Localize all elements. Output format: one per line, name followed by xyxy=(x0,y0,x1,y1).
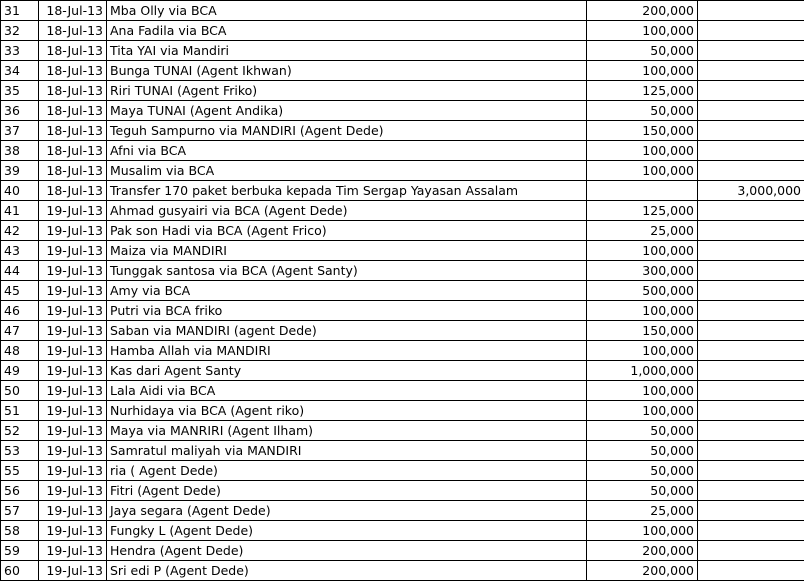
amount-out-cell[interactable] xyxy=(698,321,804,341)
table-row xyxy=(1,121,804,141)
amount-in-cell[interactable]: 100,000 xyxy=(587,521,698,541)
row-number-cell[interactable]: 59 xyxy=(1,541,39,561)
row-number-cell[interactable]: 51 xyxy=(1,401,39,421)
date-cell[interactable]: 18-Jul-13 xyxy=(39,121,107,141)
description-cell[interactable]: Putri via BCA friko xyxy=(107,301,587,321)
amount-in-cell[interactable]: 100,000 xyxy=(587,341,698,361)
table-row xyxy=(1,401,804,421)
description-cell[interactable]: Pak son Hadi via BCA (Agent Frico) xyxy=(107,221,587,241)
date-cell[interactable]: 19-Jul-13 xyxy=(39,201,107,221)
description-cell[interactable]: Amy via BCA xyxy=(107,281,587,301)
description-cell[interactable]: Lala Aidi via BCA xyxy=(107,381,587,401)
table-row xyxy=(1,101,804,121)
date-cell[interactable]: 19-Jul-13 xyxy=(39,561,107,581)
amount-in-cell[interactable]: 100,000 xyxy=(587,161,698,181)
table-row xyxy=(1,41,804,61)
row-number-cell[interactable]: 53 xyxy=(1,441,39,461)
row-number-cell[interactable]: 46 xyxy=(1,301,39,321)
row-number-cell[interactable]: 52 xyxy=(1,421,39,441)
row-number-cell[interactable]: 33 xyxy=(1,41,39,61)
amount-in-cell[interactable] xyxy=(587,181,698,201)
amount-in-cell[interactable]: 100,000 xyxy=(587,381,698,401)
amount-out-cell[interactable] xyxy=(698,501,804,521)
table-row xyxy=(1,281,804,301)
table-row xyxy=(1,381,804,401)
amount-in-cell[interactable]: 100,000 xyxy=(587,141,698,161)
row-number-cell[interactable]: 49 xyxy=(1,361,39,381)
row-number-cell[interactable]: 47 xyxy=(1,321,39,341)
row-number-cell[interactable]: 35 xyxy=(1,81,39,101)
description-cell[interactable]: Maya via MANRIRI (Agent Ilham) xyxy=(107,421,587,441)
date-cell[interactable]: 18-Jul-13 xyxy=(39,101,107,121)
table-row xyxy=(1,261,804,281)
row-number-cell[interactable]: 31 xyxy=(1,1,39,21)
amount-out-cell[interactable] xyxy=(698,161,804,181)
row-number-cell[interactable]: 56 xyxy=(1,481,39,501)
amount-out-cell[interactable] xyxy=(698,1,804,21)
amount-in-cell[interactable]: 150,000 xyxy=(587,321,698,341)
table-row xyxy=(1,141,804,161)
date-cell[interactable]: 18-Jul-13 xyxy=(39,61,107,81)
date-cell[interactable]: 18-Jul-13 xyxy=(39,161,107,181)
description-cell[interactable]: Musalim via BCA xyxy=(107,161,587,181)
amount-out-cell[interactable] xyxy=(698,401,804,421)
table-row xyxy=(1,481,804,501)
table-row xyxy=(1,441,804,461)
description-cell[interactable]: Afni via BCA xyxy=(107,141,587,161)
date-cell[interactable]: 19-Jul-13 xyxy=(39,441,107,461)
table-row xyxy=(1,501,804,521)
date-cell[interactable]: 19-Jul-13 xyxy=(39,501,107,521)
table-row xyxy=(1,341,804,361)
amount-out-cell[interactable] xyxy=(698,361,804,381)
date-cell[interactable]: 19-Jul-13 xyxy=(39,261,107,281)
table-row xyxy=(1,521,804,541)
table-row xyxy=(1,461,804,481)
amount-out-cell[interactable] xyxy=(698,41,804,61)
date-cell[interactable]: 19-Jul-13 xyxy=(39,361,107,381)
row-number-cell[interactable]: 38 xyxy=(1,141,39,161)
amount-in-cell[interactable]: 50,000 xyxy=(587,461,698,481)
date-cell[interactable]: 19-Jul-13 xyxy=(39,481,107,501)
amount-out-cell[interactable] xyxy=(698,21,804,41)
amount-in-cell[interactable]: 50,000 xyxy=(587,441,698,461)
amount-out-cell[interactable] xyxy=(698,561,804,581)
amount-in-cell[interactable]: 125,000 xyxy=(587,81,698,101)
description-cell[interactable]: Transfer 170 paket berbuka kepada Tim Sergap Yayasan Assalam xyxy=(107,181,587,201)
table-row xyxy=(1,1,804,21)
date-cell[interactable]: 19-Jul-13 xyxy=(39,281,107,301)
amount-in-cell[interactable]: 200,000 xyxy=(587,1,698,21)
date-cell[interactable]: 19-Jul-13 xyxy=(39,381,107,401)
amount-out-cell[interactable] xyxy=(698,81,804,101)
amount-out-cell[interactable] xyxy=(698,481,804,501)
amount-in-cell[interactable]: 200,000 xyxy=(587,561,698,581)
ledger-body xyxy=(1,1,804,581)
table-row xyxy=(1,221,804,241)
description-cell[interactable]: Tunggak santosa via BCA (Agent Santy) xyxy=(107,261,587,281)
date-cell[interactable]: 19-Jul-13 xyxy=(39,301,107,321)
table-row xyxy=(1,201,804,221)
row-number-cell[interactable]: 41 xyxy=(1,201,39,221)
amount-in-cell[interactable]: 50,000 xyxy=(587,481,698,501)
date-cell[interactable]: 18-Jul-13 xyxy=(39,141,107,161)
amount-in-cell[interactable]: 50,000 xyxy=(587,41,698,61)
row-number-cell[interactable]: 57 xyxy=(1,501,39,521)
amount-in-cell[interactable]: 100,000 xyxy=(587,21,698,41)
row-number-cell[interactable]: 50 xyxy=(1,381,39,401)
amount-in-cell[interactable]: 200,000 xyxy=(587,541,698,561)
date-cell[interactable]: 18-Jul-13 xyxy=(39,41,107,61)
description-cell[interactable]: Sri edi P (Agent Dede) xyxy=(107,561,587,581)
row-number-cell[interactable]: 55 xyxy=(1,461,39,481)
date-cell[interactable]: 19-Jul-13 xyxy=(39,521,107,541)
amount-out-cell[interactable] xyxy=(698,101,804,121)
description-cell[interactable]: Saban via MANDIRI (agent Dede) xyxy=(107,321,587,341)
amount-out-cell[interactable] xyxy=(698,221,804,241)
table-row xyxy=(1,301,804,321)
date-cell[interactable]: 19-Jul-13 xyxy=(39,421,107,441)
date-cell[interactable]: 19-Jul-13 xyxy=(39,341,107,361)
row-number-cell[interactable]: 42 xyxy=(1,221,39,241)
amount-out-cell[interactable] xyxy=(698,521,804,541)
description-cell[interactable]: Kas dari Agent Santy xyxy=(107,361,587,381)
date-cell[interactable]: 18-Jul-13 xyxy=(39,21,107,41)
row-number-cell[interactable]: 58 xyxy=(1,521,39,541)
description-cell[interactable]: Hendra (Agent Dede) xyxy=(107,541,587,561)
description-cell[interactable]: Tita YAI via Mandiri xyxy=(107,41,587,61)
amount-out-cell[interactable]: 3,000,000 xyxy=(698,181,804,201)
amount-out-cell[interactable] xyxy=(698,461,804,481)
date-cell[interactable]: 18-Jul-13 xyxy=(39,181,107,201)
amount-out-cell[interactable] xyxy=(698,121,804,141)
date-cell[interactable]: 19-Jul-13 xyxy=(39,221,107,241)
table-row xyxy=(1,81,804,101)
description-cell[interactable]: Nurhidaya via BCA (Agent riko) xyxy=(107,401,587,421)
description-cell[interactable]: Ahmad gusyairi via BCA (Agent Dede) xyxy=(107,201,587,221)
table-row xyxy=(1,161,804,181)
table-row xyxy=(1,61,804,81)
amount-in-cell[interactable]: 125,000 xyxy=(587,201,698,221)
amount-out-cell[interactable] xyxy=(698,301,804,321)
row-number-cell[interactable]: 36 xyxy=(1,101,39,121)
description-cell[interactable]: Riri TUNAI (Agent Friko) xyxy=(107,81,587,101)
table-row xyxy=(1,541,804,561)
description-cell[interactable]: Mba Olly via BCA xyxy=(107,1,587,21)
amount-in-cell[interactable]: 100,000 xyxy=(587,401,698,421)
table-row xyxy=(1,21,804,41)
description-cell[interactable]: Fitri (Agent Dede) xyxy=(107,481,587,501)
table-row xyxy=(1,181,804,201)
amount-in-cell[interactable]: 50,000 xyxy=(587,421,698,441)
row-number-cell[interactable]: 60 xyxy=(1,561,39,581)
table-row xyxy=(1,361,804,381)
amount-out-cell[interactable] xyxy=(698,141,804,161)
amount-in-cell[interactable]: 50,000 xyxy=(587,101,698,121)
table-row xyxy=(1,421,804,441)
amount-in-cell[interactable]: 150,000 xyxy=(587,121,698,141)
amount-in-cell[interactable]: 100,000 xyxy=(587,241,698,261)
amount-out-cell[interactable] xyxy=(698,441,804,461)
description-cell[interactable]: Maiza via MANDIRI xyxy=(107,241,587,261)
date-cell[interactable]: 19-Jul-13 xyxy=(39,461,107,481)
description-cell[interactable]: ria ( Agent Dede) xyxy=(107,461,587,481)
amount-out-cell[interactable] xyxy=(698,341,804,361)
date-cell[interactable]: 19-Jul-13 xyxy=(39,541,107,561)
description-cell[interactable]: Teguh Sampurno via MANDIRI (Agent Dede) xyxy=(107,121,587,141)
row-number-cell[interactable]: 40 xyxy=(1,181,39,201)
amount-in-cell[interactable]: 500,000 xyxy=(587,281,698,301)
amount-in-cell[interactable]: 100,000 xyxy=(587,61,698,81)
amount-in-cell[interactable]: 25,000 xyxy=(587,221,698,241)
amount-in-cell[interactable]: 1,000,000 xyxy=(587,361,698,381)
amount-in-cell[interactable]: 25,000 xyxy=(587,501,698,521)
amount-out-cell[interactable] xyxy=(698,281,804,301)
date-cell[interactable]: 19-Jul-13 xyxy=(39,321,107,341)
date-cell[interactable]: 18-Jul-13 xyxy=(39,81,107,101)
description-cell[interactable]: Fungky L (Agent Dede) xyxy=(107,521,587,541)
row-number-cell[interactable]: 37 xyxy=(1,121,39,141)
table-row xyxy=(1,241,804,261)
date-cell[interactable]: 18-Jul-13 xyxy=(39,1,107,21)
description-cell[interactable]: Jaya segara (Agent Dede) xyxy=(107,501,587,521)
date-cell[interactable]: 19-Jul-13 xyxy=(39,241,107,261)
row-number-cell[interactable]: 32 xyxy=(1,21,39,41)
amount-out-cell[interactable] xyxy=(698,541,804,561)
amount-out-cell[interactable] xyxy=(698,241,804,261)
amount-out-cell[interactable] xyxy=(698,421,804,441)
amount-out-cell[interactable] xyxy=(698,261,804,281)
description-cell[interactable]: Samratul maliyah via MANDIRI xyxy=(107,441,587,461)
row-number-cell[interactable]: 48 xyxy=(1,341,39,361)
row-number-cell[interactable]: 43 xyxy=(1,241,39,261)
description-cell[interactable]: Bunga TUNAI (Agent Ikhwan) xyxy=(107,61,587,81)
amount-out-cell[interactable] xyxy=(698,381,804,401)
description-cell[interactable]: Ana Fadila via BCA xyxy=(107,21,587,41)
row-number-cell[interactable]: 44 xyxy=(1,261,39,281)
row-number-cell[interactable]: 45 xyxy=(1,281,39,301)
amount-out-cell[interactable] xyxy=(698,201,804,221)
row-number-cell[interactable]: 34 xyxy=(1,61,39,81)
table-row xyxy=(1,561,804,581)
table-row xyxy=(1,321,804,341)
description-cell[interactable]: Hamba Allah via MANDIRI xyxy=(107,341,587,361)
amount-out-cell[interactable] xyxy=(698,61,804,81)
amount-in-cell[interactable]: 100,000 xyxy=(587,301,698,321)
row-number-cell[interactable]: 39 xyxy=(1,161,39,181)
description-cell[interactable]: Maya TUNAI (Agent Andika) xyxy=(107,101,587,121)
date-cell[interactable]: 19-Jul-13 xyxy=(39,401,107,421)
amount-in-cell[interactable]: 300,000 xyxy=(587,261,698,281)
